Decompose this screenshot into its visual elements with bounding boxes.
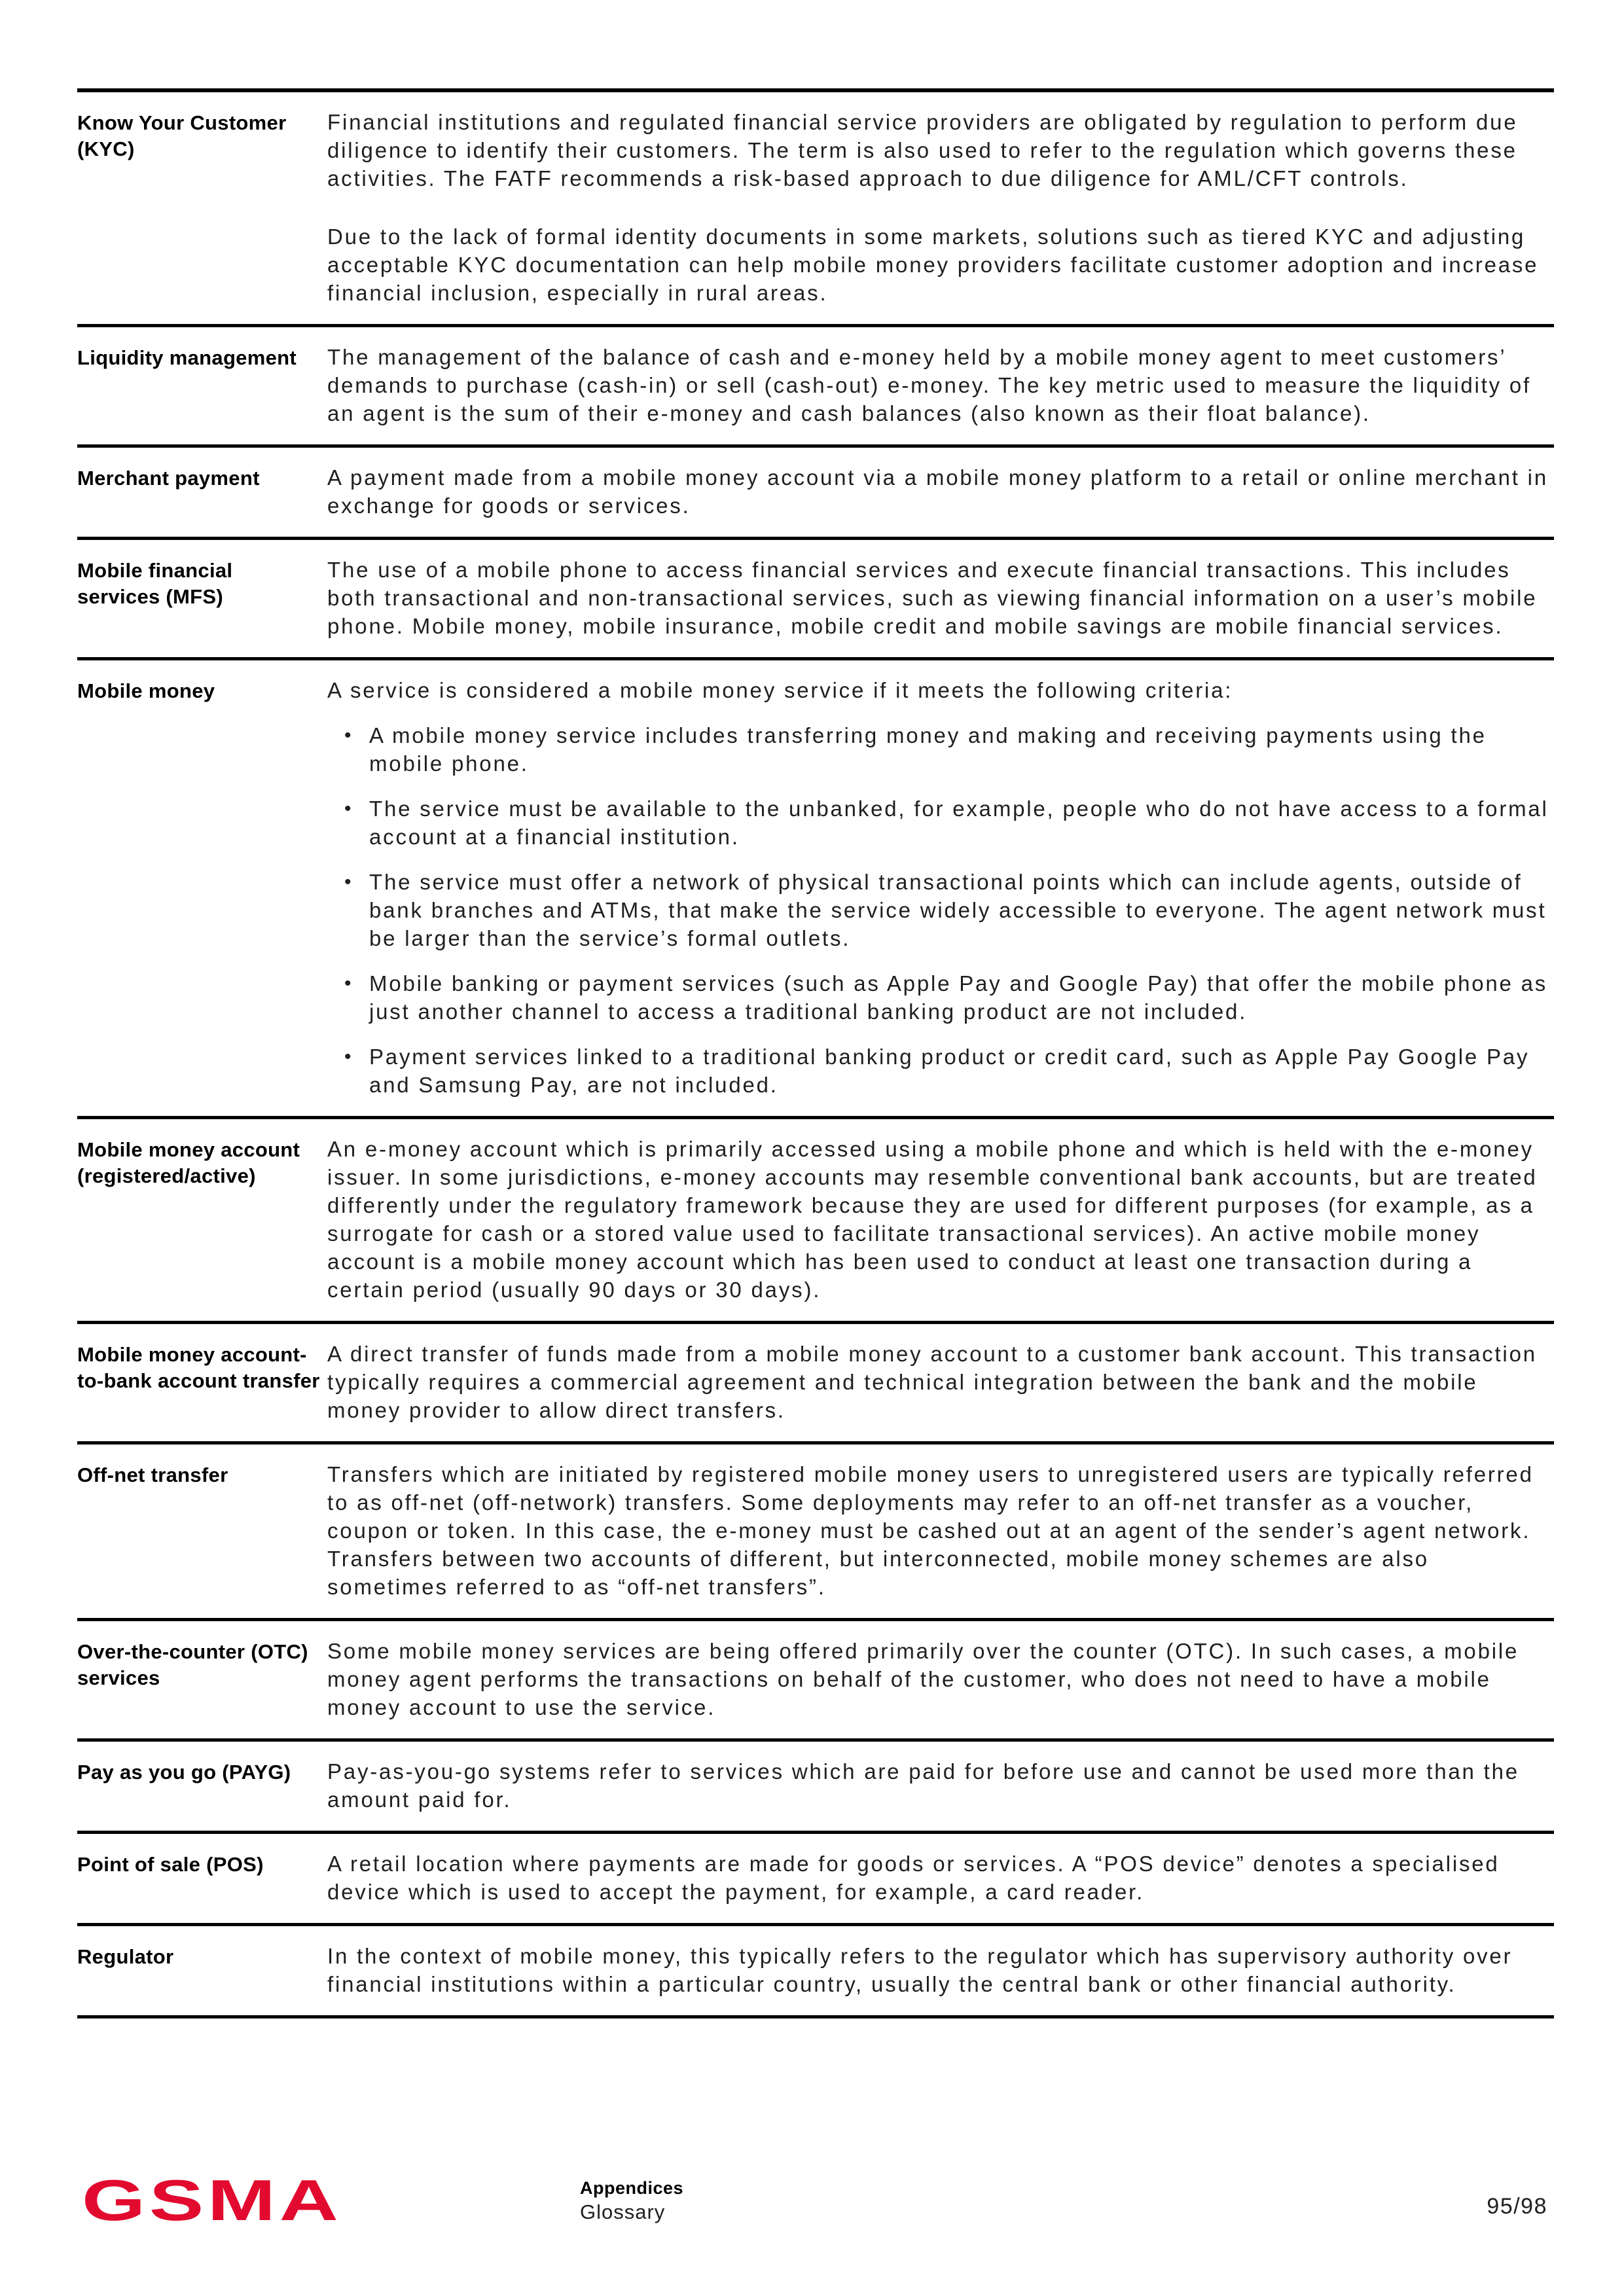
definition-paragraph: Transfers which are initiated by registered mobile money users to unregistered users are typically referred to as off-net (off-network) transfers. Some deployments may refer to an off-net transfer as a voucher, coupon or token. In this case, the e-money must be cashed out at an agent of the sender’s agent network. Transfers between two accounts of different, but interconnected, mobile money schemes are also sometimes referred to as “off-net transfers”. — [327, 1462, 1534, 1599]
glossary-row — [77, 1324, 1554, 1444]
term-label: Point of sale (POS) — [77, 1853, 264, 1876]
definition — [327, 1460, 1554, 1601]
definition — [327, 676, 1554, 1099]
definition-paragraph: Financial institutions and regulated financial service providers are obligated by regulation to perform due diligence to identify their customers. The term is also used to refer to the regulation which governs these activities. The FATF recommends a risk-based approach to due diligence for AML/CFT controls. — [327, 110, 1518, 190]
glossary-row — [77, 92, 1554, 327]
gsma-logo: GSMA — [82, 2168, 342, 2233]
footer-section-label: Appendices — [580, 2178, 684, 2198]
glossary-row — [77, 1834, 1554, 1926]
bullet-text: Mobile banking or payment services (such as Apple Pay and Google Pay) that offer the mobile phone as just another channel to access a traditional banking product are not included. — [369, 971, 1548, 1024]
definition — [327, 1942, 1554, 1998]
definition-paragraph: Some mobile money services are being offered primarily over the counter (OTC). In such cases, a mobile money agent performs the transactions on behalf of the customer, who does not need to have a mobile money account to use the service. — [327, 1639, 1519, 1719]
definition — [327, 556, 1554, 640]
bullet-icon: • — [344, 725, 353, 746]
glossary-row — [77, 1444, 1554, 1621]
definition — [327, 343, 1554, 427]
definition-paragraph: A direct transfer of funds made from a mobile money account to a customer bank account. This transaction typically requires a commercial agreement and technical integration between the bank and the mobile money provider to allow direct transfers. — [327, 1342, 1537, 1422]
term-label: Regulator — [77, 1945, 174, 1968]
term-label: Mobile money — [77, 679, 215, 702]
term-label: Pay as you go (PAYG) — [77, 1761, 291, 1784]
term-label: Mobile money account- to-bank account transfer — [77, 1343, 320, 1392]
definition — [327, 1850, 1554, 1906]
bullet-item — [327, 868, 1554, 952]
definition-paragraph: Due to the lack of formal identity documents in some markets, solutions such as tiered KYC and adjusting acceptable KYC documentation can help mobile money providers facilitate customer adoption and increase financial inclusion, especially in rural areas. — [327, 224, 1539, 305]
bullet-item — [327, 721, 1554, 778]
bullet-icon: • — [344, 871, 353, 893]
definition-paragraph: An e-money account which is primarily accessed using a mobile phone and which is held with the e-money issuer. In some jurisdictions, e-money accounts may resemble conventional bank accounts, but are treated differently under the regulatory framework because they are used for different purposes (for example, as a surrogate for cash or a stored value used to facilitate transactional services). An active mobile money account is a mobile money account which has been used to conduct at least one transaction during a certain period (usually 90 days or 30 days). — [327, 1137, 1538, 1302]
term-label: Mobile financial services (MFS) — [77, 559, 233, 608]
definition — [327, 1135, 1554, 1304]
glossary-row — [77, 540, 1554, 660]
term-label: Off-net transfer — [77, 1463, 228, 1486]
bullet-icon: • — [344, 973, 353, 994]
definition — [327, 108, 1554, 307]
glossary-row — [77, 448, 1554, 540]
page-footer — [0, 2168, 1624, 2244]
bullet-icon: • — [344, 1046, 353, 1067]
definition — [327, 463, 1554, 520]
definition-paragraph: The management of the balance of cash and e-money held by a mobile money agent to meet customers’ demands to purchase (cash-in) or sell (cash-out) e-money. The key metric used to measure the liquidity of an agent is the sum of their e-money and cash balances (also known as their float balance). — [327, 345, 1531, 425]
footer-page-label: Glossary — [580, 2200, 666, 2223]
definition-paragraph: A retail location where payments are made for goods or services. A “POS device” denotes a specialised device which is used to accept the payment, for example, a card reader. — [327, 1852, 1500, 1904]
glossary-row — [77, 1621, 1554, 1742]
footer-breadcrumb — [580, 2177, 683, 2225]
glossary-table — [77, 88, 1554, 2018]
definition-paragraph: The use of a mobile phone to access financial services and execute financial transactions. This includes both transactional and non-transactional services, such as viewing financial information on a user’s mobile phone. Mobile money, mobile insurance, mobile credit and mobile savings are mobile financial services. — [327, 558, 1538, 638]
definition — [327, 1340, 1554, 1424]
glossary-row — [77, 1119, 1554, 1324]
bullet-icon: • — [344, 798, 353, 819]
bullet-text: The service must be available to the unbanked, for example, people who do not have access to a formal account at a financial institution. — [369, 797, 1549, 849]
glossary-row — [77, 1926, 1554, 2018]
page-number: 95/98 — [1487, 2194, 1547, 2219]
term-label: Over-the-counter (OTC) services — [77, 1640, 308, 1689]
bullet-item — [327, 795, 1554, 851]
bullet-item — [327, 1043, 1554, 1099]
glossary-row — [77, 1742, 1554, 1834]
bullet-item — [327, 969, 1554, 1026]
definition-paragraph: A service is considered a mobile money service if it meets the following criteria: — [327, 678, 1233, 702]
glossary-row — [77, 660, 1554, 1119]
term-label: Liquidity management — [77, 346, 297, 369]
term-label: Know Your Customer (KYC) — [77, 111, 287, 160]
definition-paragraph: Pay-as-you-go systems refer to services which are paid for before use and cannot be used more than the amount paid for. — [327, 1759, 1519, 1812]
bullet-text: The service must offer a network of physical transactional points which can include agents, outside of bank branches and ATMs, that make the service widely accessible to everyone. The agent network must be larger than the service’s formal outlets. — [369, 870, 1547, 950]
definition — [327, 1637, 1554, 1721]
bullet-text: A mobile money service includes transferring money and making and receiving payments using the mobile phone. — [369, 723, 1487, 776]
definition-paragraph: A payment made from a mobile money account via a mobile money platform to a retail or online merchant in exchange for goods or services. — [327, 465, 1548, 518]
glossary-row — [77, 327, 1554, 448]
definition-paragraph: In the context of mobile money, this typically refers to the regulator which has supervisory authority over financial institutions within a particular country, usually the central bank or other financial authority. — [327, 1944, 1513, 1996]
bullet-text: Payment services linked to a traditional banking product or credit card, such as Apple Pay Google Pay and Samsung Pay, are not included. — [369, 1045, 1530, 1097]
term-label: Mobile money account (registered/active) — [77, 1138, 300, 1187]
definition — [327, 1757, 1554, 1814]
term-label: Merchant payment — [77, 467, 260, 490]
